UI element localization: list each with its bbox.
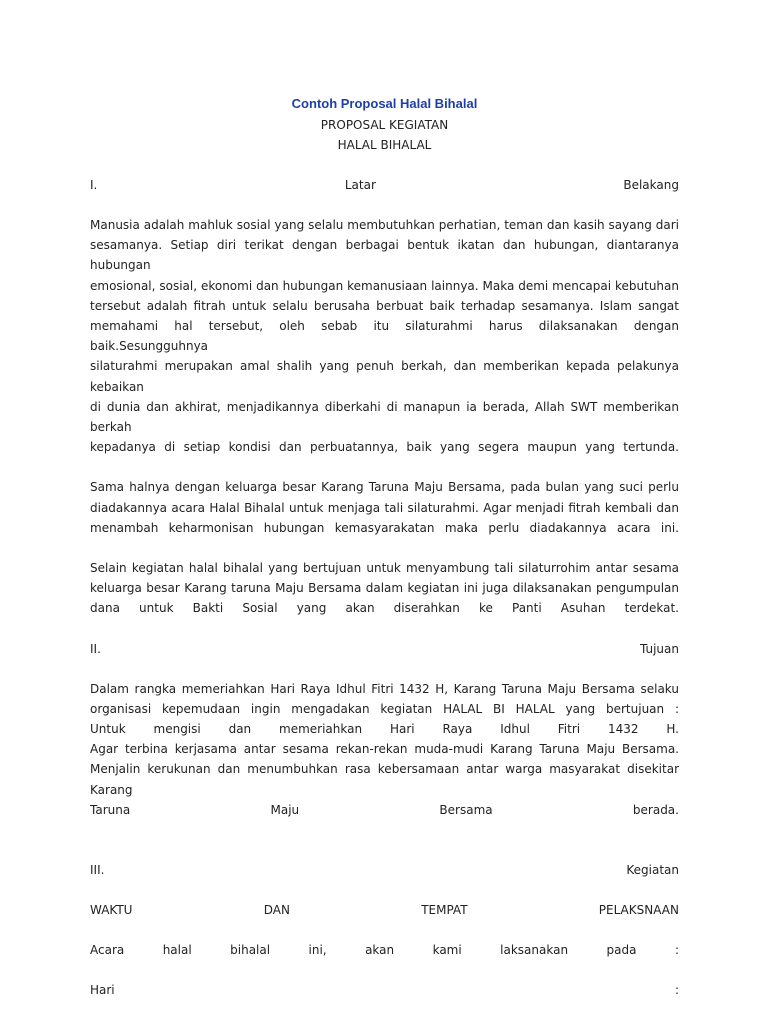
text-word: bihalal bbox=[230, 942, 271, 957]
day-line bbox=[90, 980, 679, 1000]
text-word: WAKTU bbox=[90, 902, 133, 917]
text-word: : bbox=[674, 982, 679, 997]
document-page bbox=[90, 95, 679, 1000]
text-line: Menjalin kerukunan dan menumbuhkan rasa kebersamaan antar warga masyarakat disekitar Karang bbox=[90, 762, 679, 797]
text-word: akan bbox=[365, 942, 395, 957]
section-word: Belakang bbox=[623, 178, 679, 192]
section-number: III. bbox=[90, 862, 105, 877]
text-line: Selain kegiatan halal bihalal yang bertujuan untuk menyambung tali silaturrohim antar sesama bbox=[90, 561, 679, 576]
text-line: Sama halnya dengan keluarga besar Karang Taruna Maju Bersama, pada bulan yang suci perlu bbox=[90, 480, 679, 495]
text-line: Untuk mengisi dan memeriahkan Hari Raya Idhul Fitri 1432 H. bbox=[90, 722, 679, 737]
text-line: silaturahmi merupakan amal shalih yang penuh berkah, dan memberikan kepada pelakunya kebaikan bbox=[90, 359, 679, 394]
text-line: Agar terbina kerjasama antar sesama rekan-rekan muda-mudi Karang Taruna Maju Bersama. bbox=[90, 742, 679, 757]
text-word: Maju bbox=[270, 802, 300, 817]
text-line: dana untuk Bakti Sosial yang akan diserahkan ke Panti Asuhan terdekat. bbox=[90, 601, 679, 616]
text-line: emosional, sosial, ekonomi dan hubungan kemanusiaan lainnya. Maka demi mencapai kebutuhan bbox=[90, 278, 679, 293]
section-word: Kegiatan bbox=[626, 862, 679, 877]
text-line: diadakannya acara Halal Bihalal untuk menjaga tali silaturahmi. Agar menjadi fitrah kembali dan bbox=[90, 500, 679, 515]
paragraph-social bbox=[90, 558, 679, 619]
text-line: organisasi kepemudaan ingin mengadakan kegiatan HALAL BI HALAL yang bertujuan : bbox=[90, 701, 679, 716]
text-line: kepadanya di setiap kondisi dan perbuatannya, baik yang segera maupun yang tertunda. bbox=[90, 440, 679, 455]
text-line: menambah keharmonisan hubungan kemasyarakatan maka perlu diadakannya acara ini. bbox=[90, 520, 679, 535]
goals-last-line bbox=[90, 800, 679, 820]
paragraph-family bbox=[90, 477, 679, 538]
text-word: kami bbox=[432, 942, 462, 957]
section-word: Latar bbox=[344, 178, 376, 192]
text-word: DAN bbox=[263, 902, 290, 917]
proposal-heading: PROPOSAL KEGIATAN bbox=[320, 118, 449, 132]
section-heading-tujuan bbox=[90, 639, 679, 659]
text-word: pada bbox=[606, 942, 637, 957]
text-word: TEMPAT bbox=[421, 902, 468, 917]
paragraph-goals bbox=[90, 679, 679, 800]
text-line: memahami hal tersebut, oleh sebab itu silaturahmi harus dilaksanakan dengan baik.Sesungguhnya bbox=[90, 319, 679, 354]
text-word: laksanakan bbox=[500, 942, 569, 957]
text-line: Dalam rangka memeriahkan Hari Raya Idhul Fitri 1432 H, Karang Taruna Maju Bersama selaku bbox=[90, 681, 679, 696]
text-word: Bersama bbox=[439, 802, 493, 817]
text-line: keluarga besar Karang taruna Maju Bersama dalam kegiatan ini juga dilaksanakan pengumpulan bbox=[90, 581, 679, 596]
text-word: Acara bbox=[90, 942, 125, 957]
document-title: Contoh Proposal Halal Bihalal bbox=[291, 96, 478, 111]
text-word: PELAKSNAAN bbox=[598, 902, 679, 917]
section-heading-kegiatan bbox=[90, 860, 679, 880]
text-line: di dunia dan akhirat, menjadikannya diberkahi di manapun ia berada, Allah SWT memberikan berkah bbox=[90, 399, 679, 435]
time-place-heading bbox=[90, 900, 679, 920]
section-number: I. bbox=[90, 178, 98, 192]
text-line: tersebut adalah fitrah untuk selalu berusaha berbuat baik terhadap sesamanya. Islam sangat bbox=[90, 298, 679, 313]
section-heading-latar-belakang bbox=[90, 175, 679, 195]
text-line: Manusia adalah mahluk sosial yang selalu membutuhkan perhatian, teman dan kasih sayang dari bbox=[90, 218, 679, 232]
text-word: halal bbox=[162, 942, 192, 957]
section-word: Tujuan bbox=[639, 641, 679, 656]
text-word: ini, bbox=[308, 942, 327, 957]
text-line: sesamanya. Setiap diri terikat dengan berbagai bentuk ikatan dan hubungan, diantaranya hubungan bbox=[90, 238, 679, 273]
text-word: Taruna bbox=[90, 802, 131, 817]
text-word: : bbox=[674, 942, 679, 957]
section-number: II. bbox=[90, 641, 101, 656]
text-word: berada. bbox=[632, 802, 679, 817]
event-heading: HALAL BIHALAL bbox=[337, 138, 432, 152]
text-word: Hari bbox=[90, 982, 115, 997]
paragraph-background bbox=[90, 215, 679, 457]
event-schedule-line bbox=[90, 940, 679, 960]
